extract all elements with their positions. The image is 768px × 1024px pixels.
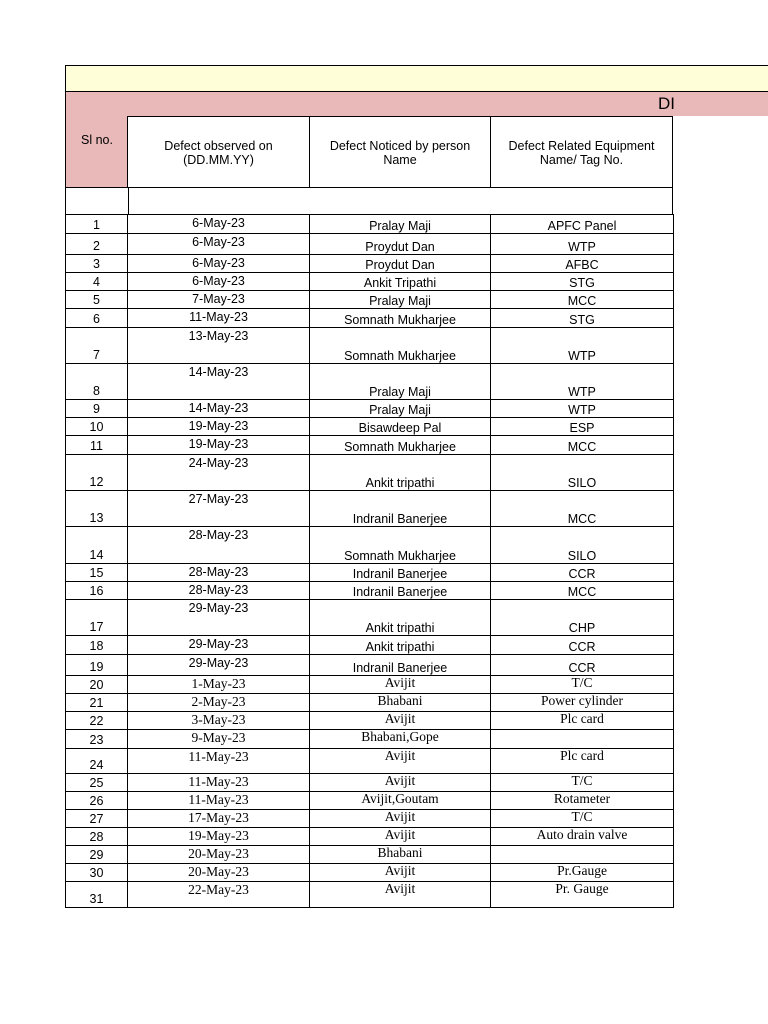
cell-noticed-by: Avijit xyxy=(310,712,491,730)
cell-sl-no: 26 xyxy=(66,792,128,810)
cell-sl-no: 18 xyxy=(66,636,128,655)
cell-sl-no: 24 xyxy=(66,749,128,774)
cell-equipment: T/C xyxy=(491,676,674,694)
cell-equipment: MCC xyxy=(491,491,674,527)
cell-equipment: MCC xyxy=(491,291,674,309)
cell-sl-no: 23 xyxy=(66,730,128,749)
table-row xyxy=(66,774,674,792)
cell-date: 20-May-23 xyxy=(128,846,310,864)
cell-equipment: SILO xyxy=(491,527,674,564)
header-noticed-by: Defect Noticed by person Name xyxy=(309,116,491,188)
cell-sl-no: 31 xyxy=(66,882,128,908)
cell-noticed-by: Bisawdeep Pal xyxy=(310,418,491,436)
cell-sl-no: 11 xyxy=(66,436,128,455)
cell-date: 11-May-23 xyxy=(128,309,310,328)
cell-equipment: Rotameter xyxy=(491,792,674,810)
cell-equipment: CHP xyxy=(491,600,674,636)
cell-date: 1-May-23 xyxy=(128,676,310,694)
cell-equipment: SILO xyxy=(491,455,674,491)
cell-date: 28-May-23 xyxy=(128,527,310,564)
cell-noticed-by: Indranil Banerjee xyxy=(310,491,491,527)
cell-noticed-by: Pralay Maji xyxy=(310,291,491,309)
cell-sl-no: 8 xyxy=(66,364,128,400)
cell-noticed-by: Somnath Mukharjee xyxy=(310,309,491,328)
table-row xyxy=(66,655,674,676)
cell-noticed-by: Ankit tripathi xyxy=(310,455,491,491)
cell-sl-no: 30 xyxy=(66,864,128,882)
cell-sl-no: 10 xyxy=(66,418,128,436)
cell-sl-no: 28 xyxy=(66,828,128,846)
table-row xyxy=(66,730,674,749)
table-row xyxy=(66,828,674,846)
cell-noticed-by: Avijit xyxy=(310,749,491,774)
cell-sl-no: 27 xyxy=(66,810,128,828)
table-row xyxy=(66,846,674,864)
table-row xyxy=(66,564,674,582)
cell-sl-no: 9 xyxy=(66,400,128,418)
cell-noticed-by: Bhabani,Gope xyxy=(310,730,491,749)
table-row xyxy=(66,400,674,418)
table-row xyxy=(66,582,674,600)
table-row xyxy=(66,455,674,491)
table-row xyxy=(66,364,674,400)
cell-equipment: CCR xyxy=(491,564,674,582)
cell-date: 6-May-23 xyxy=(128,234,310,255)
cell-noticed-by: Proydut Dan xyxy=(310,234,491,255)
table-row xyxy=(66,418,674,436)
cell-date: 20-May-23 xyxy=(128,864,310,882)
cell-equipment: Pr. Gauge xyxy=(491,882,674,908)
cell-sl-no: 12 xyxy=(66,455,128,491)
table-row xyxy=(66,291,674,309)
cell-date: 3-May-23 xyxy=(128,712,310,730)
cell-date: 22-May-23 xyxy=(128,882,310,908)
cell-date: 2-May-23 xyxy=(128,694,310,712)
cell-equipment: STG xyxy=(491,309,674,328)
header-spacer-row xyxy=(65,187,673,215)
cell-noticed-by: Indranil Banerjee xyxy=(310,582,491,600)
table-row xyxy=(66,255,674,273)
cell-equipment: CCR xyxy=(491,636,674,655)
cell-equipment xyxy=(491,730,674,749)
cell-sl-no: 4 xyxy=(66,273,128,291)
cell-noticed-by: Proydut Dan xyxy=(310,255,491,273)
cell-sl-no: 6 xyxy=(66,309,128,328)
table-row xyxy=(66,792,674,810)
table-row xyxy=(66,527,674,564)
cell-noticed-by: Avijit xyxy=(310,828,491,846)
cell-equipment: MCC xyxy=(491,582,674,600)
cell-date: 6-May-23 xyxy=(128,215,310,234)
cell-date: 19-May-23 xyxy=(128,418,310,436)
table-row xyxy=(66,749,674,774)
table-row xyxy=(66,864,674,882)
cell-noticed-by: Bhabani xyxy=(310,846,491,864)
cell-noticed-by: Somnath Mukharjee xyxy=(310,527,491,564)
table-row xyxy=(66,328,674,364)
cell-sl-no: 14 xyxy=(66,527,128,564)
cell-equipment: WTP xyxy=(491,400,674,418)
cell-noticed-by: Ankit tripathi xyxy=(310,600,491,636)
cell-date: 19-May-23 xyxy=(128,436,310,455)
cell-noticed-by: Avijit xyxy=(310,774,491,792)
cell-date: 27-May-23 xyxy=(128,491,310,527)
table-row xyxy=(66,234,674,255)
cell-equipment: MCC xyxy=(491,436,674,455)
table-row xyxy=(66,600,674,636)
cell-noticed-by: Somnath Mukharjee xyxy=(310,436,491,455)
table-row xyxy=(66,810,674,828)
cell-sl-no: 21 xyxy=(66,694,128,712)
table-row xyxy=(66,215,674,234)
cell-equipment: Plc card xyxy=(491,749,674,774)
cell-sl-no: 13 xyxy=(66,491,128,527)
cell-noticed-by: Ankit Tripathi xyxy=(310,273,491,291)
cell-noticed-by: Avijit xyxy=(310,810,491,828)
cell-date: 24-May-23 xyxy=(128,455,310,491)
cell-equipment: WTP xyxy=(491,364,674,400)
cell-date: 28-May-23 xyxy=(128,582,310,600)
cell-sl-no: 19 xyxy=(66,655,128,676)
cell-noticed-by: Pralay Maji xyxy=(310,215,491,234)
cell-date: 6-May-23 xyxy=(128,255,310,273)
cell-equipment: Auto drain valve xyxy=(491,828,674,846)
table-row xyxy=(66,694,674,712)
cell-sl-no: 3 xyxy=(66,255,128,273)
defect-table xyxy=(65,214,674,908)
cell-noticed-by: Avijit xyxy=(310,676,491,694)
cell-date: 28-May-23 xyxy=(128,564,310,582)
cell-date: 29-May-23 xyxy=(128,636,310,655)
cell-date: 7-May-23 xyxy=(128,291,310,309)
cell-date: 29-May-23 xyxy=(128,655,310,676)
table-row xyxy=(66,436,674,455)
table-row xyxy=(66,636,674,655)
cell-sl-no: 22 xyxy=(66,712,128,730)
cell-equipment: ESP xyxy=(491,418,674,436)
header-equipment: Defect Related Equipment Name/ Tag No. xyxy=(490,116,673,188)
cell-date: 6-May-23 xyxy=(128,273,310,291)
cell-noticed-by: Pralay Maji xyxy=(310,400,491,418)
cell-noticed-by: Ankit tripathi xyxy=(310,636,491,655)
cell-date: 14-May-23 xyxy=(128,364,310,400)
sheet-title: DI xyxy=(658,94,675,113)
cell-sl-no: 25 xyxy=(66,774,128,792)
cell-equipment: Plc card xyxy=(491,712,674,730)
cell-sl-no: 20 xyxy=(66,676,128,694)
cell-equipment: T/C xyxy=(491,774,674,792)
cell-sl-no: 7 xyxy=(66,328,128,364)
cell-equipment: Pr.Gauge xyxy=(491,864,674,882)
cell-sl-no: 16 xyxy=(66,582,128,600)
cell-equipment: AFBC xyxy=(491,255,674,273)
table-row xyxy=(66,491,674,527)
cell-date: 13-May-23 xyxy=(128,328,310,364)
cell-equipment: WTP xyxy=(491,328,674,364)
cell-equipment: APFC Panel xyxy=(491,215,674,234)
table-row xyxy=(66,676,674,694)
cell-equipment: T/C xyxy=(491,810,674,828)
cell-date: 29-May-23 xyxy=(128,600,310,636)
cell-noticed-by: Avijit,Goutam xyxy=(310,792,491,810)
cell-equipment: Power cylinder xyxy=(491,694,674,712)
cell-date: 11-May-23 xyxy=(128,774,310,792)
sheet-top-band xyxy=(65,65,768,91)
table-row xyxy=(66,309,674,328)
cell-sl-no: 5 xyxy=(66,291,128,309)
cell-noticed-by: Indranil Banerjee xyxy=(310,655,491,676)
cell-noticed-by: Avijit xyxy=(310,864,491,882)
header-sl-no: Sl no. xyxy=(65,91,128,188)
cell-equipment: WTP xyxy=(491,234,674,255)
cell-noticed-by: Indranil Banerjee xyxy=(310,564,491,582)
table-row xyxy=(66,882,674,908)
cell-equipment xyxy=(491,846,674,864)
cell-sl-no: 17 xyxy=(66,600,128,636)
table-row xyxy=(66,273,674,291)
cell-date: 19-May-23 xyxy=(128,828,310,846)
cell-sl-no: 29 xyxy=(66,846,128,864)
cell-date: 11-May-23 xyxy=(128,792,310,810)
cell-sl-no: 1 xyxy=(66,215,128,234)
cell-equipment: STG xyxy=(491,273,674,291)
cell-noticed-by: Bhabani xyxy=(310,694,491,712)
header-defect-date: Defect observed on (DD.MM.YY) xyxy=(127,116,310,188)
cell-sl-no: 15 xyxy=(66,564,128,582)
title-band xyxy=(127,91,768,116)
cell-equipment: CCR xyxy=(491,655,674,676)
cell-date: 17-May-23 xyxy=(128,810,310,828)
cell-noticed-by: Somnath Mukharjee xyxy=(310,328,491,364)
cell-date: 11-May-23 xyxy=(128,749,310,774)
table-row xyxy=(66,712,674,730)
cell-noticed-by: Pralay Maji xyxy=(310,364,491,400)
cell-noticed-by: Avijit xyxy=(310,882,491,908)
cell-date: 9-May-23 xyxy=(128,730,310,749)
cell-sl-no: 2 xyxy=(66,234,128,255)
cell-date: 14-May-23 xyxy=(128,400,310,418)
